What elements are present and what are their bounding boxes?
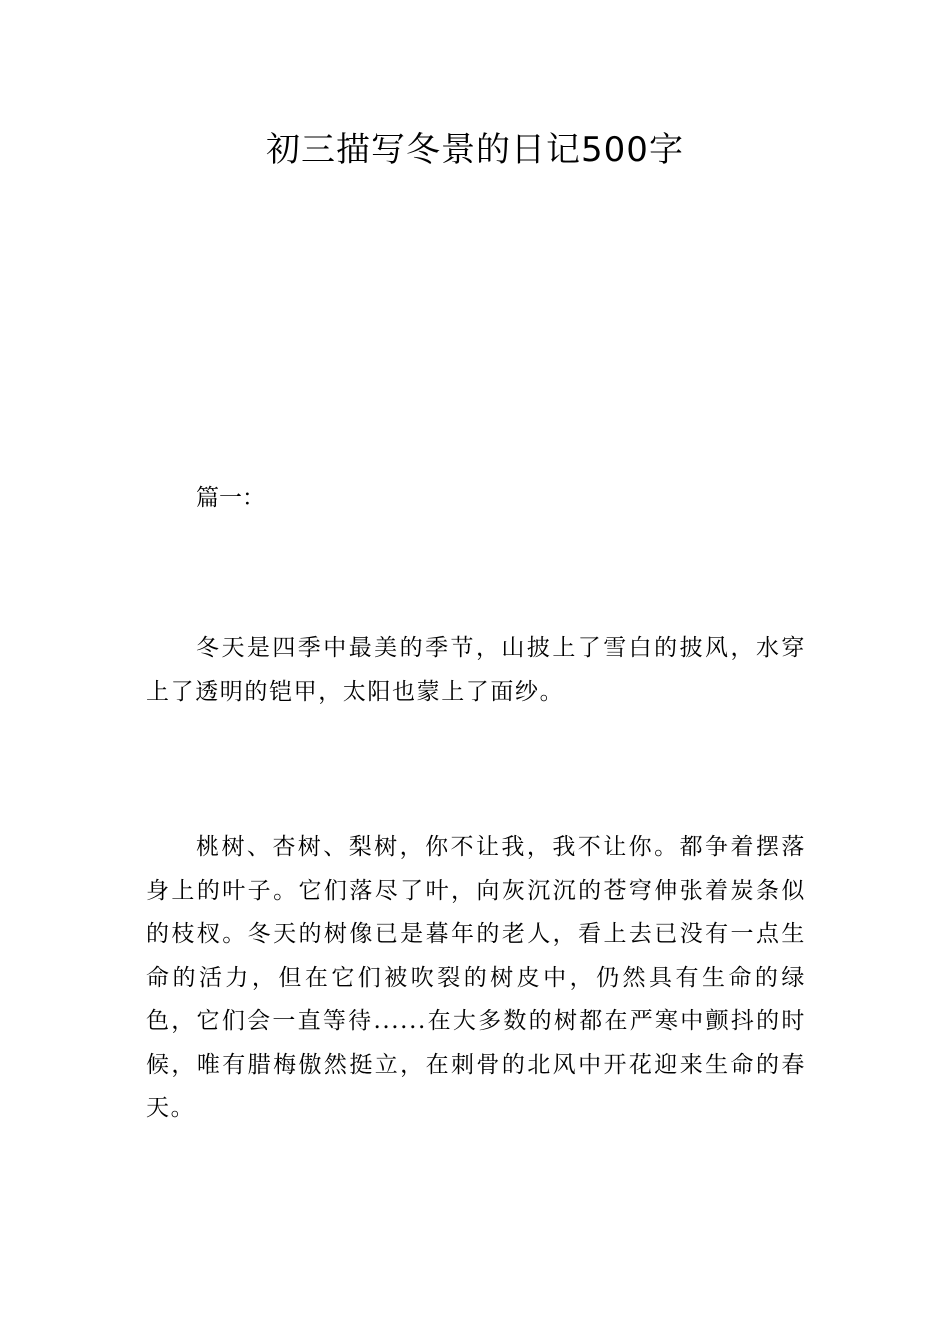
document-title: 初三描写冬景的日记500字	[266, 130, 684, 170]
paragraph: 桃树、杏树、梨树，你不让我，我不让你。都争着摆落身上的叶子。它们落尽了叶，向灰沉沉的苍穹伸张着炭条似的枝杈。冬天的树像已是暮年的老人，看上去已没有一点生命的活力，但在它们被吹裂的树皮中，仍然具有生命的绿色，它们会一直等待......在大多数的树都在严寒中颤抖的时候，唯有腊梅傲然挺立，在刺骨的北风中开花迎来生命的春天。	[146, 834, 806, 1121]
paragraph: 冬天是四季中最美的季节，山披上了雪白的披风，水穿上了透明的铠甲，太阳也蒙上了面纱。	[146, 635, 806, 705]
section-heading: 篇一：	[196, 485, 265, 511]
